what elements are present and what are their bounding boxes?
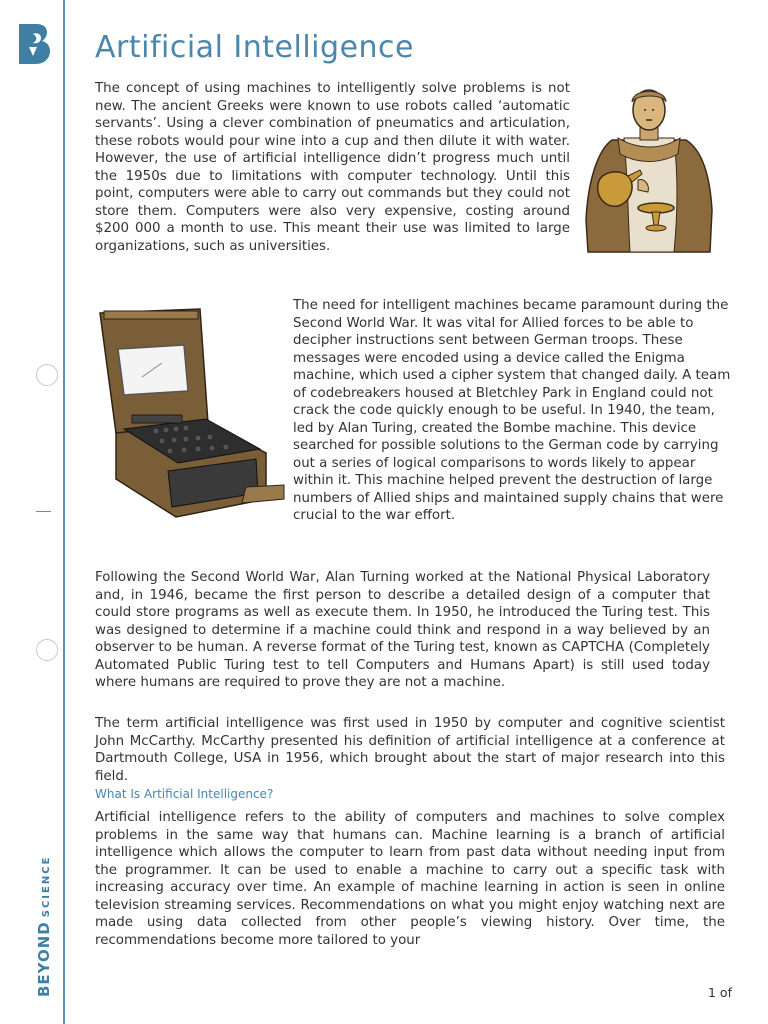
section-subheading: What Is Artificial Intelligence?: [95, 787, 274, 801]
paragraph-definition: Artificial intelligence refers to the ability of computers and machines to solve complex problems in the same way that humans can. Machine learning is a branch of artificial intelligence which allows the computer to learn from past data without needing input from the programmer. It can be used to enable a machine to carry out a specific task with increasing accuracy over time. An example of machine learning in action is seen in online television streaming services. Recommendations on what you might enjoy watching next are made using data collected from other people’s viewing history. Over time, the recommendations become more tailored to your: [95, 810, 725, 948]
paragraph-enigma: The need for intelligent machines became paramount during the Second World War. It was vital for Allied forces to be able to decipher instructions sent between German troops. These messages were encoded using a device called the Enigma machine, which used a cipher system that changed daily. A team of codebreakers housed at Bletchley Park in England could not crack the code quickly enough to be useful. In 1940, the team, led by Alan Turing, created the Bombe machine. This device searched for possible solutions to the German code by carrying out a series of logical comparisons to words likely to appear within it. This machine helped prevent the destruction of large numbers of Allied ships and maintained supply chains that were crucial to the war effort.: [293, 298, 731, 523]
binder-hole-top: [36, 364, 58, 386]
paragraph-turing: Following the Second World War, Alan Turning worked at the National Physical Laboratory and, in 1946, became the first person to describe a detailed design of a computer that could store programs as well as execute them. In 1950, he introduced the Turing test. This was designed to determine if a machine could think and respond in a way believed by an observer to be human. A reverse format of the Turing test, known as CAPTCHA (Completely Automated Public Turing test to tell Computers and Humans Apart) is still used today where humans are required to prove they are not a machine.: [95, 570, 710, 690]
brand-sub: SCIENCE: [41, 855, 52, 918]
enigma-machine-illustration: [96, 303, 286, 525]
paragraph-intro: The concept of using machines to intelligently solve problems is not new. The ancient Greeks were known to use robots called ‘automatic servants’. Using a clever combination of pneumatics and articulation, these robots would pour wine into a cup and then dilute it with water. However, the use of artificial intelligence didn’t progress much until the 1950s due to limitations with computer technology. Until this point, computers were able to carry out commands but they could not store them. Computers were also very expensive, costing around $200 000 a month to use. This meant their use was limited to large organizations, such as universities.: [95, 81, 570, 254]
page-title: Artificial Intelligence: [95, 30, 414, 65]
beyond-logo-icon: [15, 22, 51, 66]
paragraph-mccarthy: The term artificial intelligence was first used in 1950 by computer and cognitive scientist John McCarthy. McCarthy presented his definition of artificial intelligence at a conference at Dartmouth College, USA in 1956, which brought about the start of major research into this field.: [95, 716, 725, 784]
fold-mark: [36, 511, 51, 512]
greek-servant-statue-illustration: [578, 80, 718, 258]
page-number: 1 of: [708, 985, 732, 1000]
brand-word: BEYOND: [35, 921, 53, 997]
beyond-science-brand: [34, 856, 53, 997]
margin-rule: [63, 0, 65, 1024]
binder-hole-bottom: [36, 639, 58, 661]
